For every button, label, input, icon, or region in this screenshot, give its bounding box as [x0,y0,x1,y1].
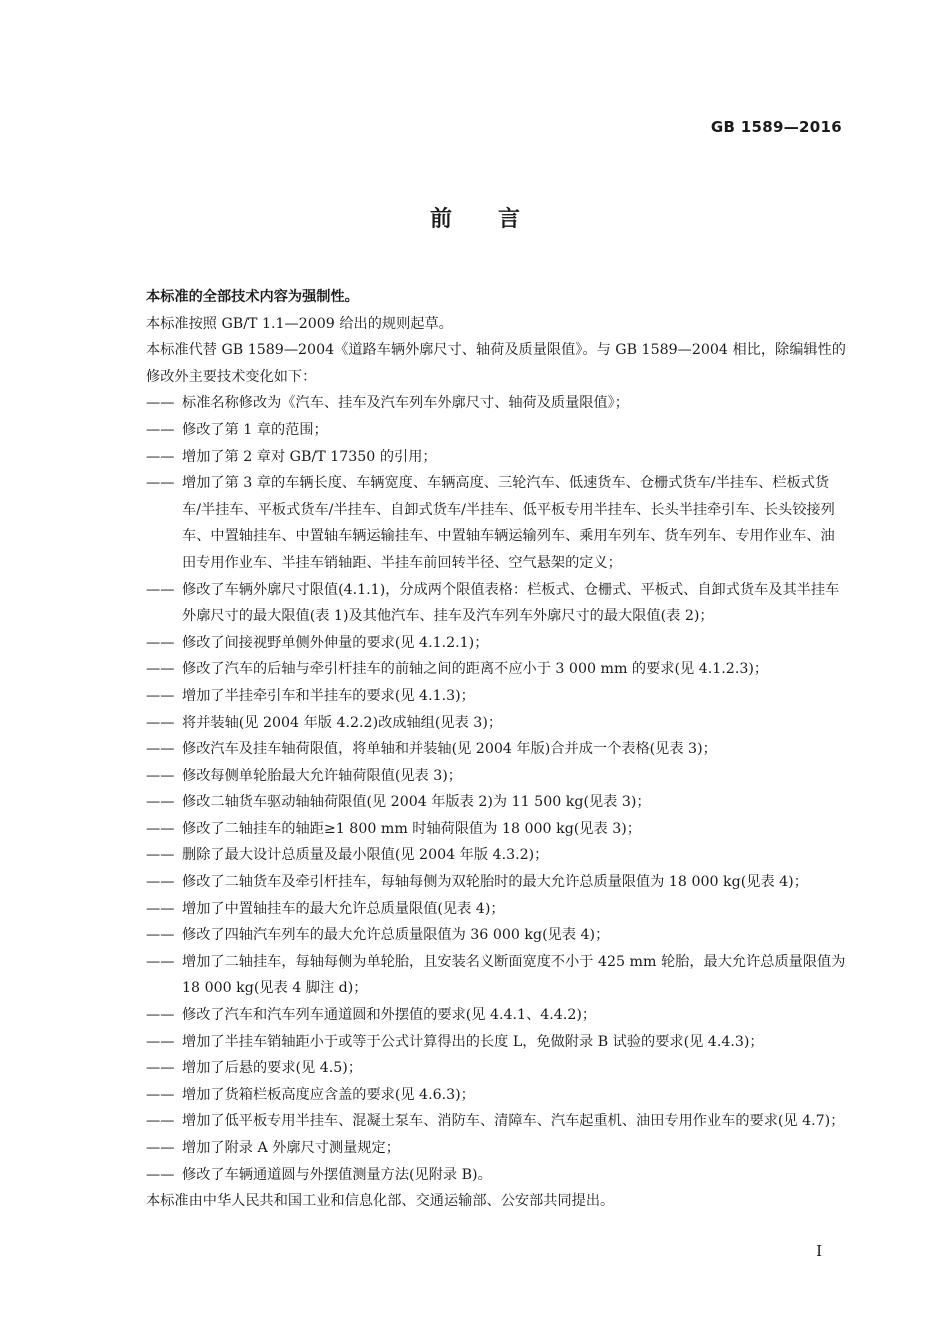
document-body [146,284,846,1215]
dash-marker: —— [146,687,175,704]
list-item: —— 修改每侧单轮胎最大允许轴荷限值(见表 3)； [146,763,846,790]
list-item: —— 修改了二轴货车及牵引杆挂车，每轴每侧为双轮胎时的最大允许总质量限值为 18 000 kg(见表 4)； [146,869,846,896]
page-title: 前言 [429,207,566,232]
list-item: —— 增加了第 3 章的车辆长度、车辆宽度、车辆高度、三轮汽车、低速货车、仓栅式货车/半挂车、栏板式货车/半挂车、平板式货车/半挂车、自卸式货车/半挂车、低平板专用半挂车、长头半挂牵引车、长头铰接列车、中置轴挂车、中置轴车辆运输挂车、中置轴车辆运输列车、乘用车列车、货车列车、专用作业车、油田专用作业车、半挂车销轴距、半挂车前回转半径、空气悬架的定义； [146,470,846,576]
list-item: —— 增加了后悬的要求(见 4.5)； [146,1055,846,1082]
list-item: —— 删除了最大设计总质量及最小限值(见 2004 年版 4.3.2)； [146,842,846,869]
replacement-paragraph: 本标准代替 GB 1589—2004《道路车辆外廓尺寸、轴荷及质量限值》。与 GB 1589—2004 相比，除编辑性的修改外主要技术变化如下： [146,342,846,385]
list-item: —— 修改汽车及挂车轴荷限值，将单轴和并装轴(见 2004 年版)合并成一个表格(见表 3)； [146,736,846,763]
list-item: —— 增加了低平板专用半挂车、混凝土泵车、消防车、清障车、汽车起重机、油田专用作业车的要求(见 4.7)； [146,1108,846,1135]
list-item: —— 修改了第 1 章的范围； [146,417,846,444]
list-item: —— 修改了间接视野单侧外伸量的要求(见 4.1.2.1)； [146,630,846,657]
list-item: —— 增加了中置轴挂车的最大允许总质量限值(见表 4)； [146,896,846,923]
dash-marker: —— [146,395,175,412]
dash-marker: —— [146,475,175,492]
dash-marker: —— [146,874,175,891]
list-item: —— 修改了车辆外廓尺寸限值(4.1.1)，分成两个限值表格：栏板式、仓栅式、平板式、自卸式货车及其半挂车外廓尺寸的最大限值(表 1)及其他汽车、挂车及汽车列车外廓尺寸的最大限值(表 2)； [146,577,846,630]
list-item: —— 修改二轴货车驱动轴轴荷限值(见 2004 年版表 2)为 11 500 kg(见表 3)； [146,789,846,816]
list-item: —— 增加了附录 A 外廓尺寸测量规定； [146,1135,846,1162]
dash-marker: —— [146,1060,175,1077]
dash-marker: —— [146,421,175,438]
dash-marker: —— [146,1140,175,1156]
list-item: —— 修改了车辆通道圆与外摆值测量方法(见附录 B)。 [146,1162,846,1189]
dash-marker: —— [146,714,175,731]
dash-marker: —— [146,794,175,811]
standard-code: GB 1589—2016 [710,118,842,136]
page-number: I [816,1242,822,1260]
dash-marker: —— [146,581,175,598]
dash-marker: —— [146,820,175,837]
dash-marker: —— [146,847,175,864]
list-item: —— 增加了半挂车销轴距小于或等于公式计算得出的长度 L，免做附录 B 试验的要求(见 4.4.3)； [146,1029,846,1056]
dash-marker: —— [146,900,175,917]
dash-marker: —— [146,448,175,465]
proposed-by-paragraph: 本标准由中华人民共和国工业和信息化部、交通运输部、公安部共同提出。 [146,1193,615,1210]
dash-marker: —— [146,1007,175,1024]
drafting-rules-paragraph: 本标准按照 GB/T 1.1—2009 给出的规则起草。 [146,315,453,332]
dash-marker: —— [146,661,175,678]
list-item: —— 修改了汽车和汽车列车通道圆和外摆值的要求(见 4.4.1、4.4.2)； [146,1002,846,1029]
list-item: —— 增加了第 2 章对 GB/T 17350 的引用； [146,444,846,471]
list-item: —— 修改了汽车的后轴与牵引杆挂车的前轴之间的距离不应小于 3 000 mm 的要求(见 4.1.2.3)； [146,656,846,683]
list-item: —— 修改了四轴汽车列车的最大允许总质量限值为 36 000 kg(见表 4)； [146,922,846,949]
dash-marker: —— [146,634,175,651]
list-item: —— 修改了二轴挂车的轴距≥1 800 mm 时轴荷限值为 18 000 kg(见表 3)； [146,816,846,843]
dash-marker: —— [146,953,175,970]
changes-list [146,390,846,1188]
dash-marker: —— [146,1086,175,1103]
list-item: —— 增加了二轴挂车，每轴每侧为单轮胎，且安装名义断面宽度不小于 425 mm 轮胎，最大允许总质量限值为 18 000 kg(见表 4 脚注 d)； [146,949,846,1002]
dash-marker: —— [146,1033,175,1050]
dash-marker: —— [146,741,175,758]
dash-marker: —— [146,1113,175,1130]
dash-marker: —— [146,927,175,944]
mandatory-statement: 本标准的全部技术内容为强制性。 [146,289,359,305]
list-item: —— 将并装轴(见 2004 年版 4.2.2)改成轴组(见表 3)； [146,710,846,737]
dash-marker: —— [146,767,175,784]
list-item: —— 标准名称修改为《汽车、挂车及汽车列车外廓尺寸、轴荷及质量限值》； [146,390,846,417]
dash-marker: —— [146,1166,175,1183]
list-item: —— 增加了货箱栏板高度应含盖的要求(见 4.6.3)； [146,1082,846,1109]
list-item: —— 增加了半挂牵引车和半挂车的要求(见 4.1.3)； [146,683,846,710]
